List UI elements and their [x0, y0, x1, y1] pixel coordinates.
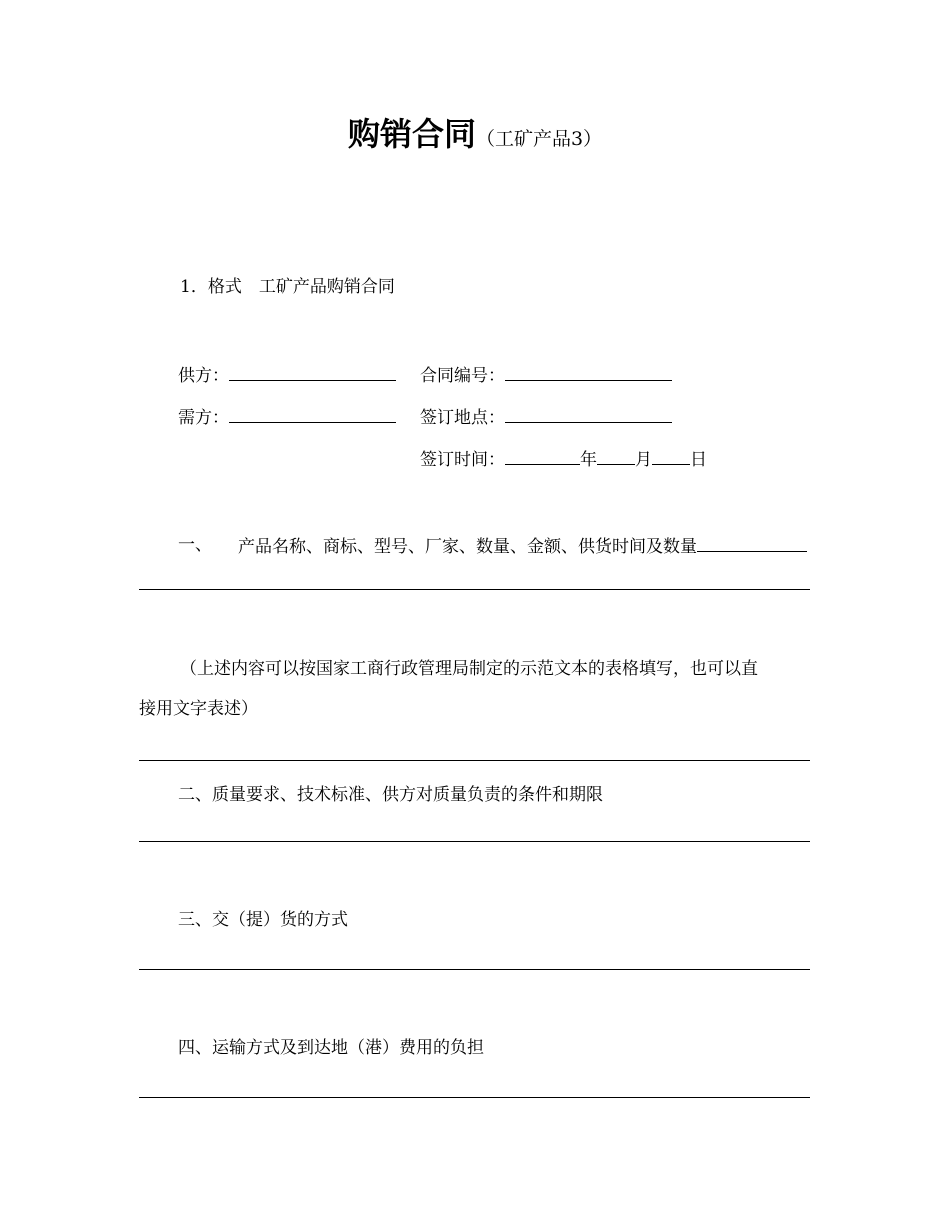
year-blank[interactable] [505, 446, 580, 465]
supplier-blank[interactable] [229, 362, 396, 381]
day-blank[interactable] [652, 446, 690, 465]
section-two-fill-line[interactable] [139, 841, 810, 842]
contract-no-field [420, 362, 672, 388]
year-label: 年 [580, 450, 597, 470]
section-four-heading: 四、运输方式及到达地（港）费用的负担 [178, 1038, 484, 1058]
section-four-fill-line[interactable] [139, 1097, 810, 1098]
sign-place-blank[interactable] [505, 404, 672, 423]
section-one-text: 产品名称、商标、型号、厂家、数量、金额、供货时间及数量 [238, 537, 697, 557]
section-three-fill-line[interactable] [139, 969, 810, 970]
section-one-blank[interactable] [697, 533, 807, 552]
title-subtitle: （工矿产品3） [475, 128, 603, 150]
month-blank[interactable] [597, 446, 635, 465]
buyer-label: 需方： [178, 408, 229, 428]
note-fill-line[interactable] [139, 760, 810, 761]
contract-no-blank[interactable] [505, 362, 672, 381]
note-line-2: 接用文字表述） [139, 699, 258, 719]
contract-no-label: 合同编号： [420, 366, 505, 386]
sign-time-label: 签订时间： [420, 450, 505, 470]
section-one-heading [238, 533, 807, 559]
buyer-blank[interactable] [229, 404, 396, 423]
section-one-number: 一、 [178, 535, 212, 555]
supplier-field [178, 362, 396, 388]
sign-time-field [420, 446, 707, 472]
section-two-heading: 二、质量要求、技术标准、供方对质量负责的条件和期限 [178, 785, 603, 805]
day-label: 日 [690, 450, 707, 470]
document-title [0, 112, 950, 162]
title-main: 购销合同 [347, 115, 476, 153]
month-label: 月 [635, 450, 652, 470]
buyer-field [178, 404, 396, 430]
section-one-fill-line[interactable] [139, 589, 810, 590]
note-line-1: （上述内容可以按国家工商行政管理局制定的示范文本的表格填写，也可以直 [180, 659, 758, 679]
supplier-label: 供方： [178, 366, 229, 386]
section-three-heading: 三、交（提）货的方式 [178, 910, 348, 930]
sign-place-label: 签订地点： [420, 408, 505, 428]
sign-place-field [420, 404, 672, 430]
format-line: 1．格式 工矿产品购销合同 [180, 277, 395, 297]
